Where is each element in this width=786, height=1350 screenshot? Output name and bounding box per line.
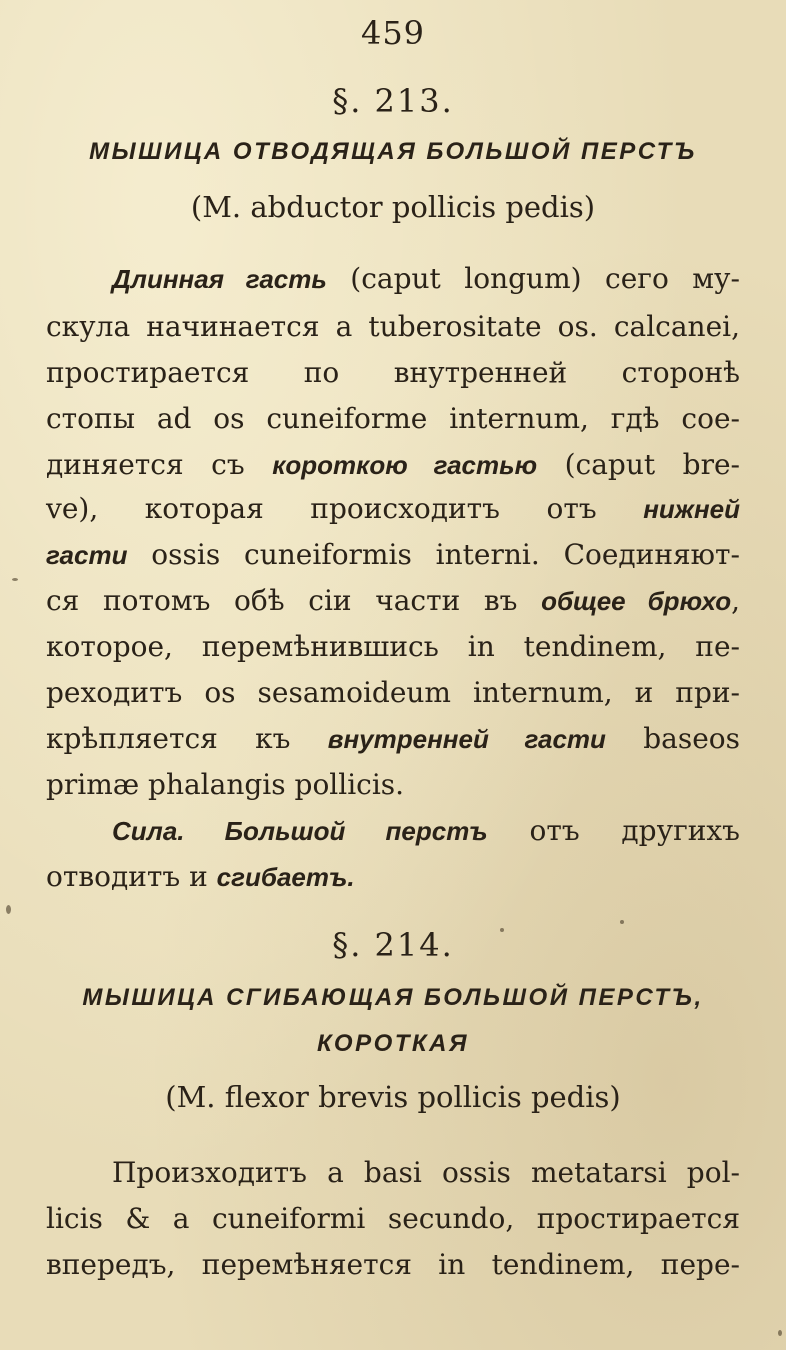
body-text: Произходитъ а basi ossis metatarsi pol- — [112, 1156, 740, 1189]
body-text: baseos — [605, 722, 740, 755]
text-line — [46, 310, 740, 343]
paper-speck — [12, 578, 18, 581]
italic-text: нижней — [643, 494, 740, 524]
text-line — [46, 676, 740, 709]
text-line — [46, 768, 740, 801]
body-text: отъ другихъ — [487, 814, 740, 847]
body-text: крѣпляется къ — [46, 722, 328, 755]
body-text: primæ phalangis pollicis. — [46, 768, 405, 801]
page-number: 459 — [360, 14, 426, 52]
body-text: реходитъ os sesamoideum internum, и при- — [46, 676, 740, 709]
body-text: , — [731, 584, 741, 617]
paper-speck — [620, 920, 624, 924]
italic-text: общее брюхо — [541, 586, 732, 616]
text-line — [46, 538, 740, 571]
italic-text: Сила. Большой перстъ — [112, 816, 488, 846]
body-text: диняется съ — [46, 448, 273, 481]
latin-title-214: (M. flexor brevis pollicis pedis) — [165, 1080, 621, 1114]
body-text: впередъ, перемѣняется in tendinem, пере- — [46, 1248, 740, 1281]
body-text: простирается по внутренней сторонѣ — [46, 356, 740, 389]
section-heading-214-line2: КОРОТКАЯ — [316, 1030, 470, 1057]
body-text: стопы ad os cuneiforme internum, гдѣ сое- — [46, 402, 740, 435]
body-text: ve), которая происходитъ отъ — [46, 492, 644, 525]
section-heading-214: МЫШИЦА СГИБАЮЩАЯ БОЛЬШОЙ ПЕРСТЪ, — [82, 984, 704, 1011]
italic-text: внутренней гасти — [327, 724, 606, 754]
body-text: ся потомъ обѣ сіи части въ — [46, 584, 542, 617]
section-heading-213: МЫШИЦА ОТВОДЯЩАЯ БОЛЬШОЙ ПЕРСТЪ — [89, 138, 697, 165]
body-text: отводитъ и — [46, 860, 217, 893]
paper-speck — [778, 1330, 782, 1336]
body-text: скула начинается а tuberositate os. calcanei, — [46, 310, 740, 343]
text-line — [46, 448, 740, 481]
text-line — [46, 860, 740, 893]
text-line — [46, 1202, 740, 1235]
text-line — [46, 1248, 740, 1281]
text-line — [112, 814, 740, 847]
text-line — [112, 262, 740, 295]
text-line — [46, 722, 740, 755]
body-text: licis & a cuneiformi secundo, простирается — [46, 1202, 740, 1235]
body-text: (caput longum) сего му- — [326, 262, 740, 295]
section-mark-214: §. 214. — [332, 926, 454, 964]
italic-text: сгибаетъ. — [216, 862, 355, 892]
text-line — [46, 402, 740, 435]
italic-text: гасти — [46, 540, 128, 570]
text-line — [46, 356, 740, 389]
italic-text: Длинная гасть — [112, 264, 327, 294]
italic-text: короткою гастью — [272, 450, 538, 480]
text-line — [46, 492, 740, 525]
body-text: ossis cuneiformis interni. Соединяют- — [127, 538, 740, 571]
latin-title-213: (M. abductor pollicis pedis) — [190, 190, 596, 224]
body-text: (caput bre- — [537, 448, 740, 481]
text-line — [46, 630, 740, 663]
text-line — [46, 584, 740, 617]
paper-speck — [500, 928, 504, 932]
text-line — [112, 1156, 740, 1189]
paper-speck — [6, 905, 11, 914]
body-text: которое, перемѣнившись in tendinem, пе- — [46, 630, 740, 663]
section-mark-213: §. 213. — [332, 82, 454, 120]
